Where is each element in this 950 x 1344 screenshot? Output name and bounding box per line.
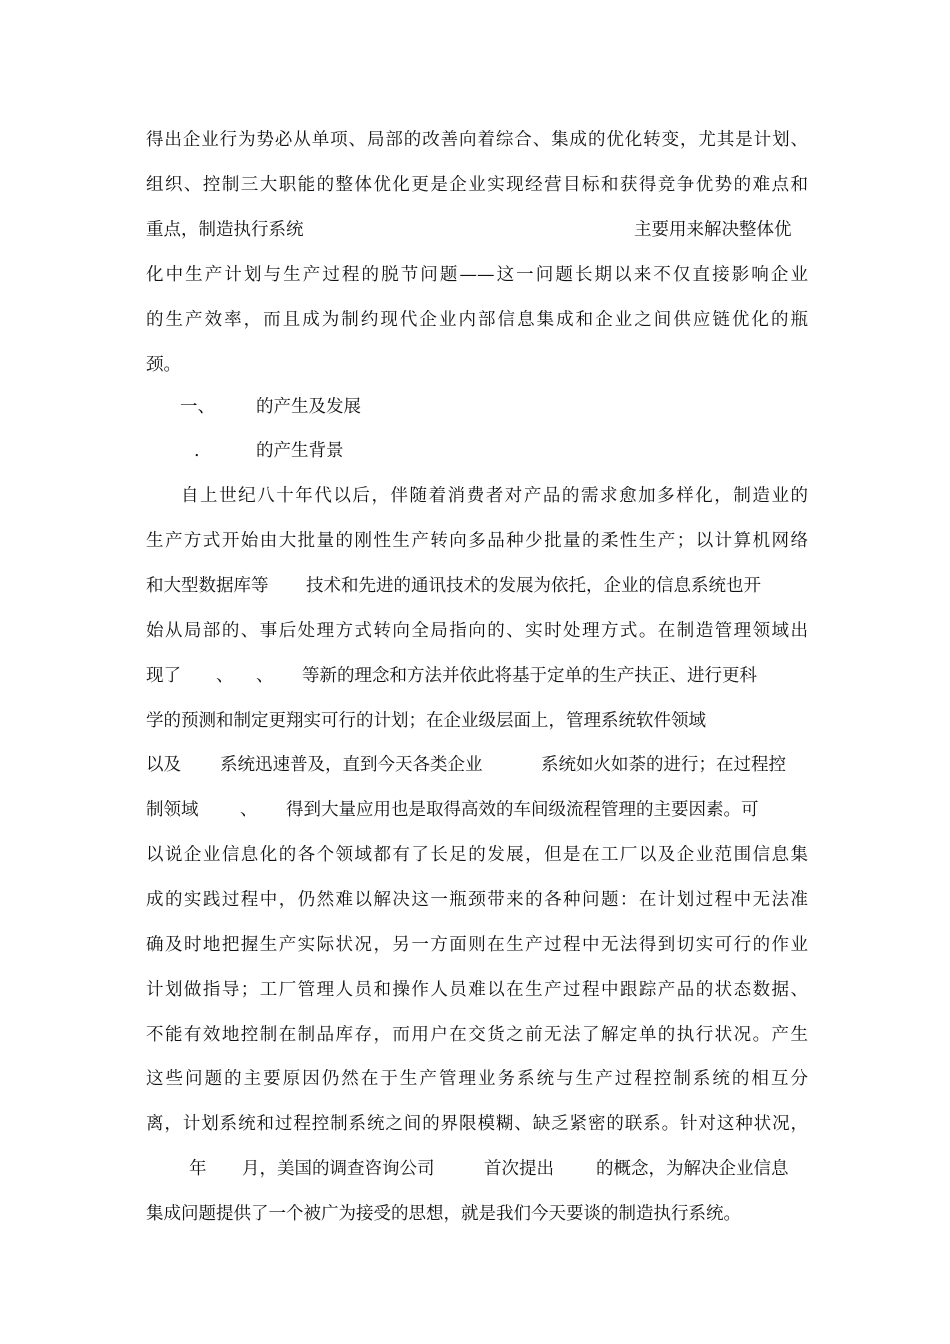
text-segment: 主要用来解决整体优	[634, 220, 792, 240]
paragraph-line	[146, 975, 808, 1005]
heading-text: 的产生背景	[256, 441, 344, 461]
paragraph-line	[146, 661, 808, 691]
text-segment: 得到大量应用也是取得高效的车间级流程管理的主要因素。可	[286, 800, 759, 820]
text-line: 得出企业行为势必从单项、局部的改善向着综合、集成的优化转变，尤其是计划、	[146, 130, 808, 150]
paragraph-line	[146, 885, 808, 915]
text-line: 确及时地把握生产实际状况，另一方面则在生产过程中无法得到切实可行的作业	[146, 935, 808, 955]
text-segment: 以及	[146, 755, 181, 775]
heading-number: .	[194, 441, 200, 461]
paragraph-line	[146, 930, 808, 960]
text-line: 化中生产计划与生产过程的脱节问题——这一问题长期以来不仅直接影响企业	[146, 265, 808, 285]
text-line: 离，计划系统和过程控制系统之间的界限模糊、缺乏紧密的联系。针对这种状况，	[146, 1114, 808, 1134]
paragraph-line	[146, 260, 808, 290]
text-segment: 系统如火如荼的进行；在过程控	[541, 755, 786, 775]
text-segment: 制领域	[146, 800, 199, 820]
text-segment: 和大型数据库等	[146, 576, 269, 596]
paragraph-line	[146, 1020, 808, 1050]
text-segment: 首次提出	[484, 1159, 554, 1179]
text-segment: 年	[189, 1159, 207, 1179]
text-line: 生产方式开始由大批量的刚性生产转向多品种少批量的柔性生产；以计算机网络	[146, 531, 808, 551]
paragraph-line	[146, 170, 808, 200]
paragraph-line	[146, 305, 808, 335]
paragraph-line	[146, 481, 808, 511]
text-line: 的生产效率，而且成为制约现代企业内部信息集成和企业之间供应链优化的瓶	[146, 310, 808, 330]
paragraph-line	[146, 1109, 808, 1139]
text-segment: 等新的理念和方法并依此将基于定单的生产扶正、进行更科	[302, 666, 757, 686]
text-line: 这些问题的主要原因仍然在于生产管理业务系统与生产过程控制系统的相互分	[146, 1069, 808, 1089]
text-segment: 、	[240, 800, 258, 820]
text-segment: 系统迅速普及，直到今天各类企业	[220, 755, 483, 775]
paragraph-line	[146, 215, 808, 245]
paragraph-line	[146, 750, 808, 780]
paragraph-line	[146, 350, 808, 380]
subsection-heading	[146, 436, 808, 466]
text-segment: 现了	[146, 666, 181, 686]
section-heading	[146, 392, 808, 422]
text-segment: 的概念，为解决企业信息	[596, 1159, 789, 1179]
text-line: 计划做指导；工厂管理人员和操作人员难以在生产过程中跟踪产品的状态数据、	[146, 980, 808, 1000]
paragraph-line	[146, 795, 808, 825]
text-segment: 、	[216, 666, 234, 686]
paragraph-line	[146, 706, 808, 736]
text-line: 以说企业信息化的各个领域都有了长足的发展，但是在工厂以及企业范围信息集	[146, 845, 808, 865]
text-segment: 月，美国的调查咨询公司	[242, 1159, 435, 1179]
heading-number: 一、	[180, 397, 215, 417]
paragraph-line	[146, 571, 808, 601]
text-segment: 技术和先进的通讯技术的发展为依托，企业的信息系统也开	[306, 576, 761, 596]
text-segment: 学的预测和制定更翔实可行的计划；在企业级层面上，管理系统软件领域	[146, 711, 706, 731]
heading-text: 的产生及发展	[256, 397, 361, 417]
text-segment: 颈。	[146, 355, 181, 375]
text-line: 自上世纪八十年代以后，伴随着消费者对产品的需求愈加多样化，制造业的	[181, 486, 808, 506]
text-line: 不能有效地控制在制品库存，而用户在交货之前无法了解定单的执行状况。产生	[146, 1025, 808, 1045]
paragraph-line	[146, 840, 808, 870]
text-segment: 、	[256, 666, 274, 686]
paragraph-line	[146, 1199, 808, 1229]
text-line: 成的实践过程中，仍然难以解决这一瓶颈带来的各种问题：在计划过程中无法准	[146, 890, 808, 910]
paragraph-line	[146, 526, 808, 556]
paragraph-line	[146, 616, 808, 646]
paragraph-line	[146, 1064, 808, 1094]
text-segment: 重点，制造执行系统	[146, 220, 304, 240]
text-line: 始从局部的、事后处理方式转向全局指向的、实时处理方式。在制造管理领域出	[146, 621, 808, 641]
text-segment: 集成问题提供了一个被广为接受的思想，就是我们今天要谈的制造执行系统。	[146, 1204, 741, 1224]
paragraph-line	[146, 1154, 808, 1184]
paragraph-line	[146, 125, 808, 155]
text-line: 组织、控制三大职能的整体优化更是企业实现经营目标和获得竞争优势的难点和	[146, 175, 808, 195]
